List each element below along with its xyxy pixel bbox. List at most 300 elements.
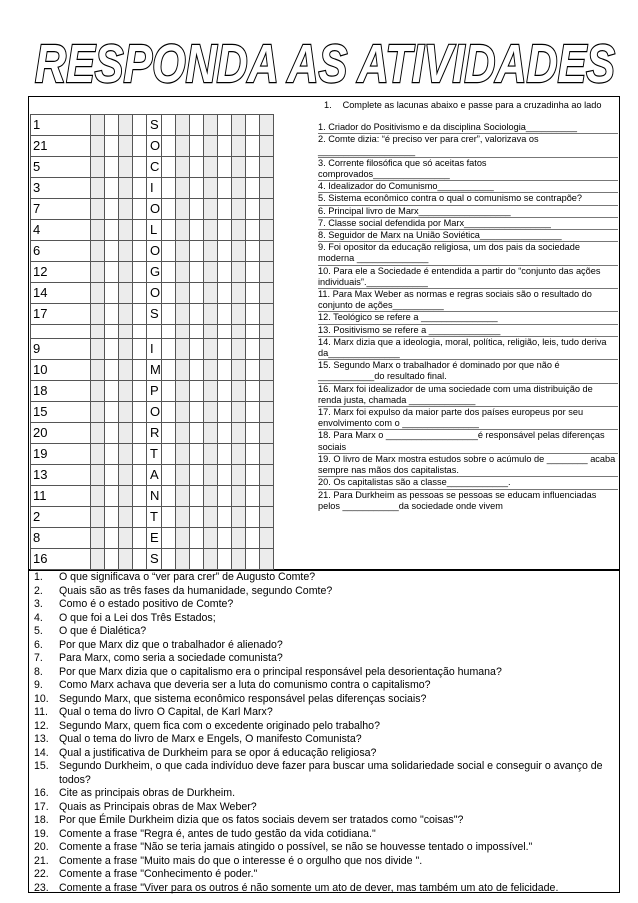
grid-cell[interactable] [203,199,217,220]
grid-cell[interactable] [161,136,175,157]
question-text: Quais as Principais obras de Max Weber? [59,800,257,813]
grid-cell[interactable] [105,423,119,444]
grid-cell[interactable] [105,115,119,136]
grid-cell[interactable] [91,402,105,423]
grid-clue-number: 15 [31,402,91,423]
grid-cell[interactable] [203,157,217,178]
grid-cell[interactable] [91,486,105,507]
grid-cell[interactable] [91,241,105,262]
grid-cell[interactable] [231,283,245,304]
grid-cell[interactable] [217,423,231,444]
grid-cell[interactable] [175,486,189,507]
grid-cell[interactable] [231,549,245,570]
grid-cell[interactable] [119,381,133,402]
grid-cell[interactable] [231,262,245,283]
grid-cell[interactable] [175,178,189,199]
grid-cell[interactable] [175,136,189,157]
grid-cell[interactable] [217,199,231,220]
grid-clue-number: 18 [31,381,91,402]
grid-cell[interactable] [105,528,119,549]
grid-cell[interactable] [259,423,273,444]
grid-cell[interactable] [245,486,259,507]
grid-cell[interactable] [133,507,147,528]
grid-cell[interactable] [133,220,147,241]
grid-cell[interactable] [189,220,203,241]
clue-item: 3. Corrente filosófica que só aceitas fatos comprovados_______________ [318,158,618,181]
grid-cell[interactable] [161,528,175,549]
grid-cell[interactable] [231,423,245,444]
grid-cell[interactable] [259,325,273,339]
grid-key-letter: O [147,136,162,157]
grid-cell[interactable] [231,339,245,360]
grid-cell[interactable] [161,549,175,570]
question-item [32,801,622,815]
grid-cell[interactable] [119,486,133,507]
grid-cell[interactable] [119,339,133,360]
grid-cell[interactable] [119,444,133,465]
grid-cell[interactable] [119,283,133,304]
grid-row [31,241,274,262]
grid-cell[interactable] [133,549,147,570]
grid-cell[interactable] [105,178,119,199]
grid-cell[interactable] [91,178,105,199]
grid-cell[interactable] [259,465,273,486]
grid-cell[interactable] [133,465,147,486]
grid-cell[interactable] [231,486,245,507]
grid-cell[interactable] [189,304,203,325]
grid-cell[interactable] [245,339,259,360]
question-text: Qual o tema do livro de Marx e Engels, O manifesto Comunista? [59,733,362,745]
grid-cell[interactable] [175,262,189,283]
grid-cell[interactable] [245,262,259,283]
grid-cell[interactable] [175,360,189,381]
clue-item: 1. Criador do Positivismo e da disciplina Sociologia__________ [318,122,618,134]
grid-cell[interactable] [231,241,245,262]
question-number: 17. [34,800,49,813]
grid-cell[interactable] [189,178,203,199]
grid-cell[interactable] [175,199,189,220]
grid-cell[interactable] [161,465,175,486]
grid-cell[interactable] [245,423,259,444]
grid-cell[interactable] [133,241,147,262]
grid-cell[interactable] [161,444,175,465]
grid-clue-number: 20 [31,423,91,444]
grid-cell[interactable] [175,381,189,402]
grid-cell[interactable] [161,241,175,262]
grid-key-letter [147,325,162,339]
grid-cell[interactable] [161,220,175,241]
grid-cell[interactable] [119,465,133,486]
grid-cell[interactable] [119,115,133,136]
grid-cell[interactable] [133,402,147,423]
grid-cell[interactable] [189,444,203,465]
grid-cell[interactable] [203,283,217,304]
grid-cell[interactable] [133,178,147,199]
grid-cell[interactable] [189,381,203,402]
grid-cell[interactable] [105,339,119,360]
grid-cell[interactable] [105,262,119,283]
grid-cell[interactable] [203,178,217,199]
grid-cell[interactable] [119,360,133,381]
grid-cell[interactable] [259,304,273,325]
grid-cell[interactable] [259,381,273,402]
grid-cell[interactable] [119,325,133,339]
grid-cell[interactable] [133,528,147,549]
question-number: 6. [34,638,43,651]
grid-cell[interactable] [245,220,259,241]
grid-cell[interactable] [119,241,133,262]
grid-cell[interactable] [217,507,231,528]
grid-cell[interactable] [161,283,175,304]
grid-cell[interactable] [133,283,147,304]
grid-cell[interactable] [217,178,231,199]
clue-item: 10. Para ele a Sociedade é entendida a partir do “conjunto das ações individuais”.____________ [318,266,618,289]
grid-cell[interactable] [133,486,147,507]
grid-cell[interactable] [203,339,217,360]
grid-cell[interactable] [217,220,231,241]
question-item [32,733,622,747]
grid-cell[interactable] [259,136,273,157]
grid-cell[interactable] [105,136,119,157]
grid-cell[interactable] [161,423,175,444]
grid-row [31,444,274,465]
grid-cell[interactable] [217,115,231,136]
instruction-number: 1. [324,100,332,110]
grid-cell[interactable] [161,360,175,381]
grid-cell[interactable] [217,402,231,423]
grid-cell[interactable] [105,549,119,570]
grid-cell[interactable] [105,241,119,262]
grid-cell[interactable] [133,157,147,178]
grid-cell[interactable] [203,262,217,283]
grid-cell[interactable] [91,423,105,444]
grid-cell[interactable] [245,465,259,486]
grid-cell[interactable] [259,199,273,220]
grid-cell[interactable] [119,304,133,325]
grid-cell[interactable] [259,157,273,178]
grid-cell[interactable] [161,507,175,528]
grid-cell[interactable] [203,325,217,339]
grid-cell[interactable] [105,486,119,507]
grid-cell[interactable] [175,339,189,360]
grid-cell[interactable] [231,528,245,549]
grid-cell[interactable] [161,115,175,136]
grid-cell[interactable] [175,304,189,325]
grid-cell[interactable] [91,115,105,136]
grid-cell[interactable] [175,283,189,304]
grid-cell[interactable] [119,423,133,444]
grid-cell[interactable] [245,136,259,157]
grid-cell[interactable] [245,381,259,402]
grid-cell[interactable] [203,528,217,549]
grid-cell[interactable] [217,528,231,549]
grid-cell[interactable] [231,381,245,402]
grid-cell[interactable] [189,339,203,360]
grid-cell[interactable] [217,444,231,465]
grid-cell[interactable] [91,304,105,325]
grid-cell[interactable] [259,507,273,528]
grid-cell[interactable] [175,423,189,444]
grid-cell[interactable] [217,241,231,262]
grid-cell[interactable] [105,325,119,339]
grid-cell[interactable] [203,360,217,381]
grid-cell[interactable] [175,549,189,570]
grid-cell[interactable] [231,444,245,465]
grid-cell[interactable] [175,115,189,136]
grid-cell[interactable] [189,507,203,528]
grid-cell[interactable] [161,402,175,423]
grid-cell[interactable] [105,444,119,465]
grid-cell[interactable] [175,157,189,178]
grid-cell[interactable] [119,549,133,570]
grid-cell[interactable] [105,304,119,325]
grid-cell[interactable] [217,486,231,507]
grid-cell[interactable] [175,528,189,549]
grid-cell[interactable] [133,381,147,402]
grid-cell[interactable] [189,486,203,507]
grid-cell[interactable] [91,339,105,360]
grid-cell[interactable] [259,444,273,465]
grid-cell[interactable] [203,423,217,444]
question-number: 14. [34,746,49,759]
grid-cell[interactable] [133,115,147,136]
grid-cell[interactable] [231,220,245,241]
grid-cell[interactable] [105,360,119,381]
grid-cell[interactable] [245,549,259,570]
grid-cell[interactable] [203,136,217,157]
grid-cell[interactable] [245,444,259,465]
grid-cell[interactable] [259,549,273,570]
question-text: Quais são as três fases da humanidade, segundo Comte? [59,584,333,597]
question-text: Comente a frase "Regra é, antes de tudo gestão da vida cotidiana." [59,827,376,840]
grid-cell[interactable] [119,220,133,241]
grid-cell[interactable] [161,339,175,360]
grid-cell[interactable] [245,199,259,220]
grid-row [31,325,274,339]
grid-cell[interactable] [189,465,203,486]
grid-cell[interactable] [231,402,245,423]
grid-cell[interactable] [203,549,217,570]
question-item [32,625,622,639]
grid-cell[interactable] [133,360,147,381]
grid-cell[interactable] [245,178,259,199]
grid-cell[interactable] [231,507,245,528]
question-number: 20. [34,841,49,853]
grid-clue-number: 9 [31,339,91,360]
grid-cell[interactable] [231,199,245,220]
grid-cell[interactable] [91,549,105,570]
grid-cell[interactable] [259,220,273,241]
grid-cell[interactable] [203,381,217,402]
grid-cell[interactable] [259,262,273,283]
grid-cell[interactable] [245,283,259,304]
clue-item: 17. Marx foi expulso da maior parte dos países europeus por seu envolvimento com o _______________ [318,407,618,430]
grid-cell[interactable] [91,262,105,283]
grid-cell[interactable] [133,136,147,157]
grid-cell[interactable] [105,465,119,486]
grid-cell[interactable] [217,262,231,283]
grid-cell[interactable] [119,262,133,283]
grid-cell[interactable] [231,304,245,325]
grid-cell[interactable] [161,157,175,178]
grid-cell[interactable] [175,220,189,241]
grid-cell[interactable] [91,220,105,241]
grid-cell[interactable] [91,444,105,465]
grid-cell[interactable] [217,325,231,339]
grid-cell[interactable] [91,199,105,220]
grid-cell[interactable] [245,157,259,178]
grid-cell[interactable] [203,486,217,507]
grid-cell[interactable] [231,136,245,157]
grid-cell[interactable] [133,304,147,325]
grid-cell[interactable] [217,360,231,381]
grid-cell[interactable] [245,402,259,423]
grid-cell[interactable] [119,507,133,528]
grid-cell[interactable] [119,136,133,157]
grid-cell[interactable] [217,283,231,304]
grid-cell[interactable] [105,157,119,178]
grid-cell[interactable] [189,423,203,444]
grid-cell[interactable] [105,381,119,402]
grid-cell[interactable] [189,402,203,423]
grid-cell[interactable] [231,178,245,199]
grid-cell[interactable] [161,381,175,402]
question-text: Segundo Durkheim, o que cada indivíduo deve fazer para buscar uma solidariedade social e conseguir o avanço de todos? [59,760,603,786]
grid-row [31,115,274,136]
grid-cell[interactable] [133,199,147,220]
grid-cell[interactable] [259,402,273,423]
grid-cell[interactable] [161,325,175,339]
grid-cell[interactable] [91,465,105,486]
grid-cell[interactable] [105,507,119,528]
grid-cell[interactable] [203,507,217,528]
grid-cell[interactable] [189,549,203,570]
grid-cell[interactable] [189,360,203,381]
grid-cell[interactable] [105,220,119,241]
grid-cell[interactable] [203,402,217,423]
grid-cell[interactable] [203,304,217,325]
question-item [32,828,622,842]
question-item [32,868,622,882]
grid-cell[interactable] [133,423,147,444]
grid-cell[interactable] [259,339,273,360]
grid-cell[interactable] [91,507,105,528]
grid-key-letter: O [147,199,162,220]
grid-cell[interactable] [119,528,133,549]
grid-cell[interactable] [189,283,203,304]
grid-cell[interactable] [105,283,119,304]
grid-cell[interactable] [119,199,133,220]
grid-cell[interactable] [161,178,175,199]
grid-cell[interactable] [175,444,189,465]
grid-cell[interactable] [175,507,189,528]
grid-cell[interactable] [105,199,119,220]
grid-cell[interactable] [119,157,133,178]
grid-cell[interactable] [217,339,231,360]
grid-cell[interactable] [91,157,105,178]
grid-cell[interactable] [189,115,203,136]
grid-cell[interactable] [133,339,147,360]
grid-cell[interactable] [91,528,105,549]
grid-cell[interactable] [231,360,245,381]
grid-cell[interactable] [231,157,245,178]
grid-cell[interactable] [119,178,133,199]
grid-cell[interactable] [175,402,189,423]
grid-cell[interactable] [133,444,147,465]
grid-cell[interactable] [231,115,245,136]
grid-cell[interactable] [203,220,217,241]
grid-cell[interactable] [161,199,175,220]
grid-cell[interactable] [203,444,217,465]
grid-cell[interactable] [189,199,203,220]
grid-cell[interactable] [217,136,231,157]
grid-key-letter: A [147,465,162,486]
grid-cell[interactable] [203,241,217,262]
grid-cell[interactable] [91,381,105,402]
grid-cell[interactable] [91,360,105,381]
grid-cell[interactable] [259,283,273,304]
grid-cell[interactable] [259,486,273,507]
grid-cell[interactable] [189,262,203,283]
grid-cell[interactable] [245,325,259,339]
clue-item: 4. Idealizador do Comunismo___________ [318,181,618,193]
grid-cell[interactable] [175,325,189,339]
question-item [32,855,622,869]
grid-cell[interactable] [245,241,259,262]
grid-cell[interactable] [245,304,259,325]
grid-cell[interactable] [203,465,217,486]
grid-cell[interactable] [245,360,259,381]
grid-cell[interactable] [105,402,119,423]
grid-cell[interactable] [189,325,203,339]
grid-cell[interactable] [217,549,231,570]
grid-cell[interactable] [133,262,147,283]
grid-cell[interactable] [91,136,105,157]
grid-cell[interactable] [175,241,189,262]
grid-cell[interactable] [91,283,105,304]
grid-cell[interactable] [231,465,245,486]
grid-cell[interactable] [189,528,203,549]
grid-cell[interactable] [161,262,175,283]
grid-cell[interactable] [91,325,105,339]
question-text: Segundo Marx, quem fica com o excedente originado pelo trabalho? [59,719,380,732]
grid-cell[interactable] [259,360,273,381]
grid-cell[interactable] [203,115,217,136]
grid-cell[interactable] [217,157,231,178]
grid-cell[interactable] [175,465,189,486]
grid-cell[interactable] [161,304,175,325]
grid-cell[interactable] [259,528,273,549]
grid-cell[interactable] [259,115,273,136]
grid-cell[interactable] [133,325,147,339]
grid-cell[interactable] [259,178,273,199]
grid-cell[interactable] [245,507,259,528]
grid-cell[interactable] [231,325,245,339]
grid-cell[interactable] [161,486,175,507]
question-text: Para Marx, como seria a sociedade comunista? [59,652,283,664]
grid-cell[interactable] [245,528,259,549]
grid-cell[interactable] [119,402,133,423]
grid-cell[interactable] [217,304,231,325]
grid-cell[interactable] [259,241,273,262]
grid-cell[interactable] [189,136,203,157]
grid-cell[interactable] [217,381,231,402]
grid-cell[interactable] [245,115,259,136]
grid-row [31,220,274,241]
grid-cell[interactable] [189,241,203,262]
grid-cell[interactable] [189,157,203,178]
grid-cell[interactable] [217,465,231,486]
